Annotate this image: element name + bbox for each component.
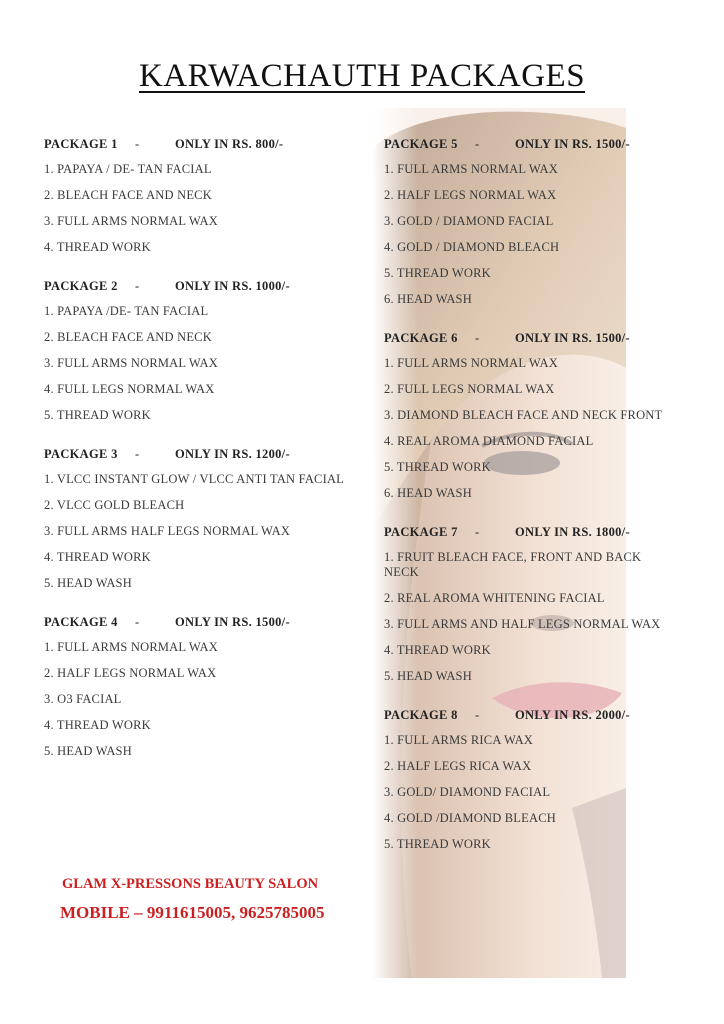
separator: - [475, 708, 480, 722]
list-item: 1. FRUIT BLEACH FACE, FRONT AND BACK NECK [384, 550, 642, 579]
list-item: 3. FULL ARMS HALF LEGS NORMAL WAX [44, 524, 291, 538]
packages-right-column [384, 136, 674, 875]
list-item: 4. THREAD WORK [44, 240, 151, 254]
list-item: 4. THREAD WORK [384, 643, 491, 657]
separator: - [475, 525, 480, 539]
package-name: PACKAGE 1 [44, 137, 118, 151]
mobile-numbers: MOBILE – 9911615005, 9625785005 [60, 903, 325, 922]
salon-name: GLAM X-PRESSONS BEAUTY SALON [62, 876, 319, 892]
package-name: PACKAGE 4 [44, 615, 118, 629]
list-item: 3. FULL ARMS AND HALF LEGS NORMAL WAX [384, 617, 661, 631]
package-header [384, 707, 674, 727]
list-item: 4. THREAD WORK [44, 718, 151, 732]
package-name: PACKAGE 2 [44, 279, 118, 293]
package-price: ONLY IN RS. 1500/- [175, 615, 290, 629]
package-header [384, 330, 674, 350]
list-item: 2. REAL AROMA WHITENING FACIAL [384, 591, 605, 605]
package-price: ONLY IN RS. 800/- [175, 137, 284, 151]
package-header [44, 136, 344, 156]
package-price: ONLY IN RS. 1000/- [175, 279, 290, 293]
package-3 [44, 446, 344, 591]
separator: - [135, 137, 140, 151]
package-8 [384, 707, 674, 852]
page-title: KARWACHAUTH PACKAGES [138, 58, 586, 94]
package-name: PACKAGE 5 [384, 137, 458, 151]
list-item: 1. FULL ARMS NORMAL WAX [44, 640, 218, 654]
package-header [384, 524, 674, 544]
separator: - [135, 615, 140, 629]
package-2 [44, 278, 344, 423]
package-header [384, 136, 674, 156]
package-name: PACKAGE 8 [384, 708, 458, 722]
list-item: 2. VLCC GOLD BLEACH [44, 498, 185, 512]
package-price: ONLY IN RS. 1800/- [515, 525, 630, 539]
list-item: 5. THREAD WORK [384, 266, 491, 280]
list-item: 1. FULL ARMS NORMAL WAX [384, 356, 558, 370]
package-4 [44, 614, 344, 759]
package-header [44, 614, 344, 634]
separator: - [135, 279, 140, 293]
package-price: ONLY IN RS. 2000/- [515, 708, 630, 722]
package-name: PACKAGE 3 [44, 447, 118, 461]
list-item: 3. DIAMOND BLEACH FACE AND NECK FRONT [384, 408, 663, 422]
list-item: 5. HEAD WASH [384, 669, 472, 683]
list-item: 2. FULL LEGS NORMAL WAX [384, 382, 555, 396]
list-item: 3. FULL ARMS NORMAL WAX [44, 356, 218, 370]
package-price: ONLY IN RS. 1500/- [515, 331, 630, 345]
package-header [44, 278, 344, 298]
list-item: 5. THREAD WORK [44, 408, 151, 422]
list-item: 4. FULL LEGS NORMAL WAX [44, 382, 215, 396]
list-item: 2. HALF LEGS RICA WAX [384, 759, 532, 773]
list-item: 2. HALF LEGS NORMAL WAX [384, 188, 557, 202]
list-item: 3. GOLD / DIAMOND FACIAL [384, 214, 554, 228]
packages-left-column [44, 136, 344, 782]
list-item: 4. THREAD WORK [44, 550, 151, 564]
list-item: 1. PAPAYA /DE- TAN FACIAL [44, 304, 209, 318]
list-item: 5. THREAD WORK [384, 837, 491, 851]
list-item: 1. FULL ARMS NORMAL WAX [384, 162, 558, 176]
package-6 [384, 330, 674, 501]
separator: - [475, 331, 480, 345]
list-item: 5. THREAD WORK [384, 460, 491, 474]
separator: - [135, 447, 140, 461]
list-item: 4. GOLD /DIAMOND BLEACH [384, 811, 556, 825]
package-name: PACKAGE 6 [384, 331, 458, 345]
list-item: 1. PAPAYA / DE- TAN FACIAL [44, 162, 212, 176]
list-item: 1. FULL ARMS RICA WAX [384, 733, 534, 747]
separator: - [475, 137, 480, 151]
package-1 [44, 136, 344, 255]
package-5 [384, 136, 674, 307]
list-item: 2. HALF LEGS NORMAL WAX [44, 666, 217, 680]
list-item: 6. HEAD WASH [384, 486, 472, 500]
list-item: 4. GOLD / DIAMOND BLEACH [384, 240, 560, 254]
package-price: ONLY IN RS. 1500/- [515, 137, 630, 151]
list-item: 4. REAL AROMA DIAMOND FACIAL [384, 434, 594, 448]
list-item: 5. HEAD WASH [44, 744, 132, 758]
list-item: 6. HEAD WASH [384, 292, 472, 306]
list-item: 2. BLEACH FACE AND NECK [44, 330, 212, 344]
package-price: ONLY IN RS. 1200/- [175, 447, 290, 461]
list-item: 3. GOLD/ DIAMOND FACIAL [384, 785, 551, 799]
list-item: 1. VLCC INSTANT GLOW / VLCC ANTI TAN FACIAL [44, 472, 345, 486]
package-name: PACKAGE 7 [384, 525, 458, 539]
list-item: 3. O3 FACIAL [44, 692, 122, 706]
list-item: 2. BLEACH FACE AND NECK [44, 188, 212, 202]
list-item: 3. FULL ARMS NORMAL WAX [44, 214, 218, 228]
package-header [44, 446, 344, 466]
list-item: 5. HEAD WASH [44, 576, 132, 590]
package-7 [384, 524, 674, 684]
